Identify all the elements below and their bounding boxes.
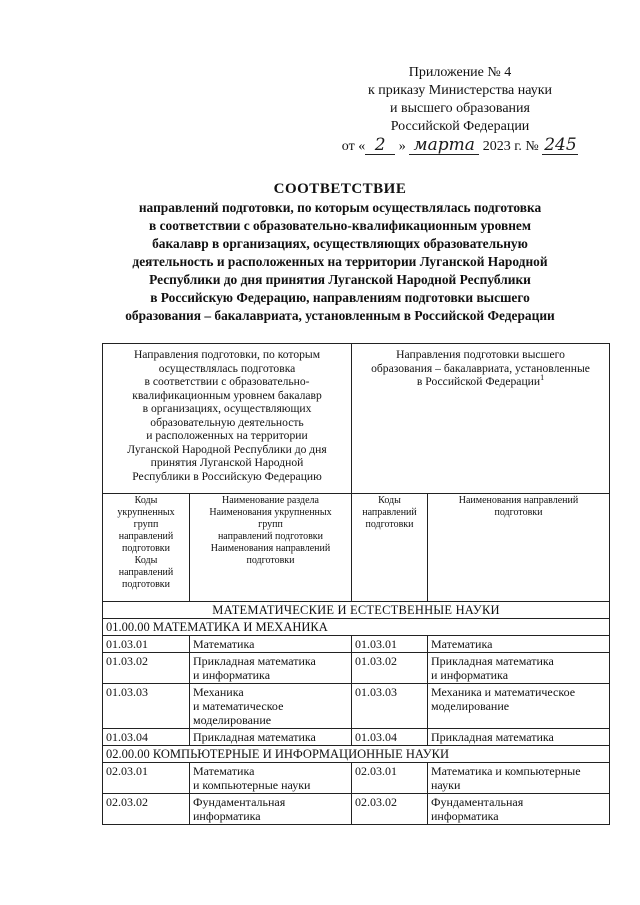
rf-name: Фундаментальная информатика: [428, 794, 610, 825]
lnr-code: 01.03.01: [103, 636, 190, 653]
table-row: [103, 794, 610, 825]
rf-name: Математика и компьютерные науки: [428, 763, 610, 794]
section-row: [103, 602, 610, 619]
date-year: 2023 г. №: [482, 139, 539, 154]
table-row: [103, 763, 610, 794]
table-row: [103, 684, 610, 729]
subheader-codes-rf: Коды направлений подготовки: [352, 494, 428, 602]
left-column-header: Направления подготовки, по которым осуществлялась подготовка в соответствии с образовательно- квалификационным уровнем бакалавр в организациях, осуществляющих образовательную деятельность и расположенных на территории Луганской Народной Республики до дня принятия Луганской Народной Республики в Российскую Федерацию: [103, 344, 352, 494]
rf-code: 01.03.03: [352, 684, 428, 729]
rf-name: Механика и математическое моделирование: [428, 684, 610, 729]
table-main-header: [103, 344, 610, 494]
appendix-ministry: и высшего образования: [390, 101, 530, 116]
rf-code: 01.03.01: [352, 636, 428, 653]
subheader-codes-groups: Коды укрупненных групп направлений подготовки Коды направлений подготовки: [103, 494, 190, 602]
lnr-code: 01.03.04: [103, 729, 190, 746]
handwritten-month: марта: [409, 136, 479, 155]
group-title-cs: 02.00.00 КОМПЬЮТЕРНЫЕ И ИНФОРМАЦИОННЫЕ НАУКИ: [103, 746, 610, 763]
handwritten-day: 2: [365, 136, 395, 155]
lnr-code: 01.03.02: [103, 653, 190, 684]
rf-code: 02.03.02: [352, 794, 428, 825]
document-title: СООТВЕТСТВИЕ: [273, 181, 407, 197]
table-row: [103, 653, 610, 684]
appendix-country: Российской Федерации: [390, 119, 530, 134]
document-subtitle: направлений подготовки, по которым осуществлялась подготовка в соответствии с образовательно-квалификационным уровнем бакалавр в организациях, осуществляющих образовательную деятельность и расположенных на территории Луганской Народной Республики до дня принятия Луганской Народной Республики в Российскую Федерацию, направлениям подготовки высшего образования – бакалавриата, установленным в Российской Федерации: [125, 200, 555, 323]
lnr-name: Математика: [190, 636, 352, 653]
group-title-math: 01.00.00 МАТЕМАТИКА И МЕХАНИКА: [103, 619, 610, 636]
subheader-names-rf: Наименования направлений подготовки: [428, 494, 610, 602]
rf-code: 01.03.04: [352, 729, 428, 746]
right-column-header-text: Направления подготовки высшего образования – бакалавриата, установленные в Российской Федерации: [371, 348, 590, 388]
lnr-name: Прикладная математика и информатика: [190, 653, 352, 684]
appendix-order: к приказу Министерства науки: [367, 83, 553, 98]
date-prefix: от «: [341, 139, 366, 154]
appendix-block: [300, 64, 620, 156]
lnr-name: Математика и компьютерные науки: [190, 763, 352, 794]
rf-code: 01.03.02: [352, 653, 428, 684]
rf-name: Прикладная математика и информатика: [428, 653, 610, 684]
group-row: [103, 746, 610, 763]
subheader-names-groups: Наименование раздела Наименования укрупненных групп направлений подготовки Наименования направлений подготовки: [190, 494, 352, 602]
date-quote-close: »: [398, 139, 406, 154]
rf-name: Математика: [428, 636, 610, 653]
lnr-name: Фундаментальная информатика: [190, 794, 352, 825]
table-row: [103, 729, 610, 746]
section-title: МАТЕМАТИЧЕСКИЕ И ЕСТЕСТВЕННЫЕ НАУКИ: [103, 602, 610, 619]
lnr-name: Механика и математическое моделирование: [190, 684, 352, 729]
lnr-code: 02.03.01: [103, 763, 190, 794]
appendix-title: Приложение № 4: [408, 65, 512, 80]
lnr-name: Прикладная математика: [190, 729, 352, 746]
order-date-line: [300, 136, 620, 156]
table-sub-header: [103, 494, 610, 602]
lnr-code: 01.03.03: [103, 684, 190, 729]
rf-name: Прикладная математика: [428, 729, 610, 746]
group-row: [103, 619, 610, 636]
handwritten-order-number: 245: [544, 135, 577, 155]
document-heading: [60, 180, 620, 325]
correspondence-table: [102, 343, 610, 825]
table-row: [103, 636, 610, 653]
right-column-header: [352, 344, 610, 494]
footnote-marker: 1: [540, 373, 545, 383]
rf-code: 02.03.01: [352, 763, 428, 794]
lnr-code: 02.03.02: [103, 794, 190, 825]
